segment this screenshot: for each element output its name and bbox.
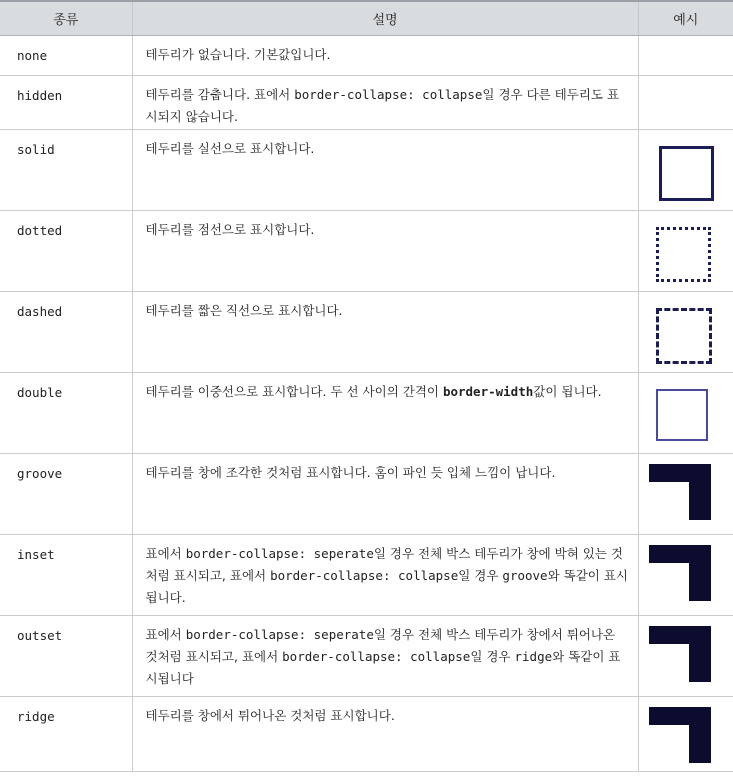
example-cell: [638, 373, 733, 454]
description-cell: [132, 292, 638, 373]
code-text: border-collapse: collapse: [270, 568, 459, 583]
type-cell: dotted: [0, 211, 132, 292]
type-cell: double: [0, 373, 132, 454]
example-cell: [638, 535, 733, 616]
description-cell: [132, 36, 638, 76]
example-cell: [638, 697, 733, 772]
example-cell: [638, 76, 733, 130]
table-row: [0, 535, 733, 616]
description-cell: [132, 130, 638, 211]
solid-border-sample: [659, 146, 714, 201]
description-cell: [132, 697, 638, 772]
code-text: border-collapse: seperate: [185, 546, 374, 561]
description-text: 값이 됩니다.: [533, 384, 602, 399]
description-cell: [132, 373, 638, 454]
description-text: 표에서: [145, 546, 186, 561]
description-text: 테두리를 창에서 튀어나온 것처럼 표시합니다.: [145, 708, 395, 723]
code-text: ridge: [514, 649, 553, 664]
header-example: 예시: [638, 1, 733, 36]
description-text: 테두리를 창에 조각한 것처럼 표시합니다. 홈이 파인 듯 입체 느낌이 납니다.: [145, 465, 556, 480]
type-cell: inset: [0, 535, 132, 616]
ridge-border-sample: [649, 707, 711, 763]
header-row: [0, 1, 733, 36]
description-cell: [132, 535, 638, 616]
example-cell: [638, 454, 733, 535]
description-text: 와 똑같이 표시됩니다: [145, 649, 621, 686]
description-cell: [132, 616, 638, 697]
type-cell: dashed: [0, 292, 132, 373]
table-row: [0, 292, 733, 373]
code-text: border-collapse: collapse: [282, 649, 471, 664]
description-text: 일 경우 전체 박스 테두리가 창에서 튀어나온 것처럼 표시되고, 표에서: [145, 627, 616, 664]
example-cell: [638, 292, 733, 373]
double-border-sample: [656, 389, 708, 441]
example-cell: [638, 130, 733, 211]
dotted-border-sample: [656, 227, 711, 282]
table-row: [0, 616, 733, 697]
description-cell: [132, 76, 638, 130]
description-text: 테두리를 점선으로 표시합니다.: [145, 222, 315, 237]
description-text: 테두리를 실선으로 표시합니다.: [145, 141, 315, 156]
description-text: 일 경우 다른 테두리도 표시되지 않습니다.: [145, 87, 620, 124]
code-text: border-collapse: seperate: [185, 627, 374, 642]
table-row: [0, 697, 733, 772]
description-cell: [132, 454, 638, 535]
type-cell: outset: [0, 616, 132, 697]
dashed-border-sample: [656, 308, 712, 364]
outset-border-sample: [649, 626, 711, 682]
code-text: border-collapse: collapse: [294, 87, 483, 102]
type-cell: ridge: [0, 697, 132, 772]
description-text: 일 경우 전체 박스 테두리가 창에 박혀 있는 것처럼 표시되고, 표에서: [145, 546, 623, 583]
description-text: 표에서: [145, 627, 186, 642]
description-text: 테두리를 감춥니다. 표에서: [145, 87, 295, 102]
table-row: [0, 211, 733, 292]
table-row: [0, 36, 733, 76]
table-row: [0, 130, 733, 211]
description-text: 테두리가 없습니다. 기본값입니다.: [145, 47, 331, 62]
code-text: border-width: [442, 384, 534, 399]
example-cell: [638, 616, 733, 697]
description-text: 일 경우: [458, 568, 503, 583]
type-cell: none: [0, 36, 132, 76]
description-cell: [132, 211, 638, 292]
code-text: groove: [502, 568, 548, 583]
description-text: 일 경우: [470, 649, 515, 664]
description-text: 테두리를 짧은 직선으로 표시합니다.: [145, 303, 343, 318]
type-cell: groove: [0, 454, 132, 535]
example-cell: [638, 36, 733, 76]
description-text: 테두리를 이중선으로 표시합니다. 두 선 사이의 간격이: [145, 384, 443, 399]
description-text: 와 똑같이 표시됩니다.: [145, 568, 628, 605]
header-type: 종류: [0, 1, 132, 36]
type-cell: hidden: [0, 76, 132, 130]
type-cell: solid: [0, 130, 132, 211]
groove-border-sample: [649, 464, 711, 520]
table-row: [0, 76, 733, 130]
header-description: 설명: [132, 1, 638, 36]
example-cell: [638, 211, 733, 292]
table-row: [0, 454, 733, 535]
inset-border-sample: [649, 545, 711, 601]
table-row: [0, 373, 733, 454]
